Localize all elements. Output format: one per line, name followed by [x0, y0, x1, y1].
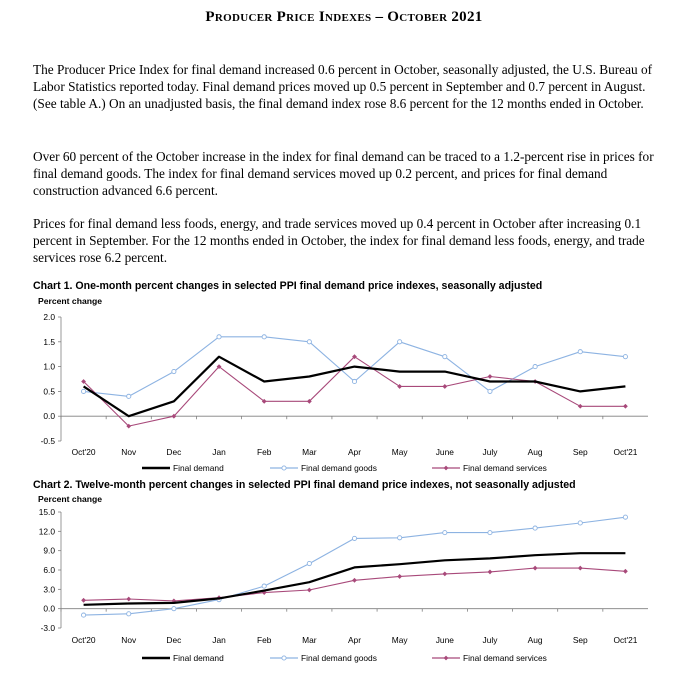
- chart2-point-final-demand-services: [126, 597, 131, 602]
- chart1-x-tick-label: May: [391, 447, 408, 457]
- chart2-point-final-demand-goods: [352, 536, 356, 540]
- chart2-point-final-demand-goods: [578, 521, 582, 525]
- chart2-y-tick-label: 15.0: [38, 507, 55, 517]
- chart1-ylabel: Percent change: [38, 296, 102, 306]
- chart2-x-tick-label: Jan: [212, 635, 226, 645]
- chart2-title: Chart 2. Twelve-month percent changes in selected PPI final demand price indexes, not seasonally adjusted: [33, 479, 576, 491]
- paragraph-2: Over 60 percent of the October increase in the index for final demand can be traced to a 1.2-percent rise in prices for final demand goods. The index for final demand services moved up 0.2 percent, and prices for final demand construction advanced 6.6 percent.: [33, 149, 654, 198]
- chart1-x-tick-label: July: [482, 447, 498, 457]
- chart1-legend-label-final-demand-services: Final demand services: [463, 463, 547, 473]
- chart2-x-tick-label: May: [391, 635, 408, 645]
- chart1-y-tick-label: 1.5: [43, 336, 55, 347]
- chart2-point-final-demand-services: [352, 578, 357, 583]
- chart2-point-final-demand-services: [578, 566, 583, 571]
- document-title: Producer Price Indexes – October 2021: [205, 9, 483, 25]
- chart2-x-tick-label: Aug: [527, 635, 543, 645]
- chart2-x-tick-label: June: [435, 635, 454, 645]
- chart2-x-tick-label: Oct'21: [613, 635, 638, 645]
- chart2-legend-label-final-demand: Final demand: [173, 653, 224, 663]
- chart1-legend-label-final-demand: Final demand: [173, 463, 224, 473]
- chart1-x-tick-label: Oct'20: [71, 447, 96, 457]
- chart2-point-final-demand-goods: [127, 612, 131, 616]
- chart2-y-tick-label: 12.0: [38, 526, 55, 537]
- chart1-x-tick-label: June: [435, 447, 454, 457]
- chart2-x-tick-label: Mar: [302, 635, 317, 645]
- chart1-x-tick-label: Apr: [347, 447, 362, 457]
- chart2-point-final-demand-goods: [172, 607, 176, 611]
- chart2-point-final-demand-services: [623, 569, 628, 574]
- chart1-x-tick-label: Oct'21: [613, 447, 638, 457]
- chart2-point-final-demand-services: [533, 566, 538, 571]
- chart2-x-tick-label: Oct'20: [71, 635, 96, 645]
- chart1-legend-label-final-demand-goods: Final demand goods: [301, 463, 377, 473]
- chart2-x-tick-label: Nov: [121, 635, 137, 645]
- chart2-legend-marker-final-demand-services: [444, 656, 449, 661]
- chart2-legend-label-final-demand-goods: Final demand goods: [301, 653, 377, 663]
- chart1-title: Chart 1. One-month percent changes in selected PPI final demand price indexes, seasonally adjusted: [33, 280, 543, 292]
- chart1-y-tick-label: -0.5: [40, 436, 55, 446]
- chart2-point-final-demand-goods: [307, 561, 311, 565]
- chart2-point-final-demand-goods: [533, 526, 537, 530]
- chart2-y-tick-label: 3.0: [43, 584, 55, 595]
- chart2-point-final-demand-goods: [443, 531, 447, 535]
- chart2-point-final-demand-services: [397, 574, 402, 579]
- chart1-x-tick-label: Jan: [212, 447, 226, 457]
- chart2-point-final-demand-goods: [81, 613, 85, 617]
- chart2-series-final-demand-services-line: [84, 568, 626, 601]
- chart1-x-tick-label: Dec: [166, 447, 182, 457]
- chart1-y-tick-label: 0.5: [43, 386, 55, 397]
- chart2-legend-marker-final-demand-goods: [282, 656, 286, 660]
- paragraph-1: The Producer Price Index for final demand increased 0.6 percent in October, seasonally adjusted, the U.S. Bureau of Labor Statistics reported today. Final demand prices moved up 0.5 percent in September and 0.7 percent in August. (See table A.) On an unadjusted basis, the final demand index rose 8.6 percent for the 12 months ended in October.: [33, 62, 653, 111]
- chart2-point-final-demand-services: [307, 588, 312, 593]
- chart1-y-tick-label: 1.0: [43, 361, 55, 372]
- chart2-legend-label-final-demand-services: Final demand services: [463, 653, 547, 663]
- chart1-x-tick-label: Mar: [302, 447, 317, 457]
- chart1-y-tick-label: 0.0: [43, 411, 55, 422]
- chart2-point-final-demand-services: [488, 570, 493, 575]
- chart2-y-tick-label: 6.0: [43, 565, 55, 575]
- chart2-point-final-demand-services: [442, 571, 447, 576]
- chart2-x-tick-label: Feb: [256, 635, 272, 645]
- chart2-y-tick-label: 9.0: [43, 545, 55, 556]
- chart1-x-tick-label: Feb: [256, 447, 272, 457]
- chart2-point-final-demand-goods: [488, 531, 492, 535]
- chart2-x-tick-label: Apr: [347, 635, 362, 645]
- chart2-x-tick-label: Sep: [572, 635, 588, 645]
- chart2-point-final-demand-services: [81, 598, 86, 603]
- chart2-x-tick-label: Dec: [166, 635, 182, 645]
- chart2-y-tick-label: -3.0: [40, 623, 55, 633]
- chart2-point-final-demand-goods: [623, 515, 627, 519]
- chart2-y-tick-label: 0.0: [43, 603, 55, 614]
- chart1-x-tick-label: Sep: [572, 447, 588, 457]
- chart1-x-tick-label: Nov: [121, 447, 137, 457]
- chart2-ylabel: Percent change: [38, 494, 102, 504]
- chart1-x-tick-label: Aug: [527, 447, 543, 457]
- chart2-point-final-demand-goods: [262, 584, 266, 588]
- chart1-y-tick-label: 2.0: [43, 312, 55, 322]
- paragraph-3: Prices for final demand less foods, energy, and trade services moved up 0.4 percent in October after increasing 0.1 percent in September. For the 12 months ended in October, the index for final demand less foods, energy, and trade services rose 6.2 percent.: [33, 216, 645, 265]
- chart2-x-tick-label: July: [482, 635, 498, 645]
- chart2-point-final-demand-goods: [398, 536, 402, 540]
